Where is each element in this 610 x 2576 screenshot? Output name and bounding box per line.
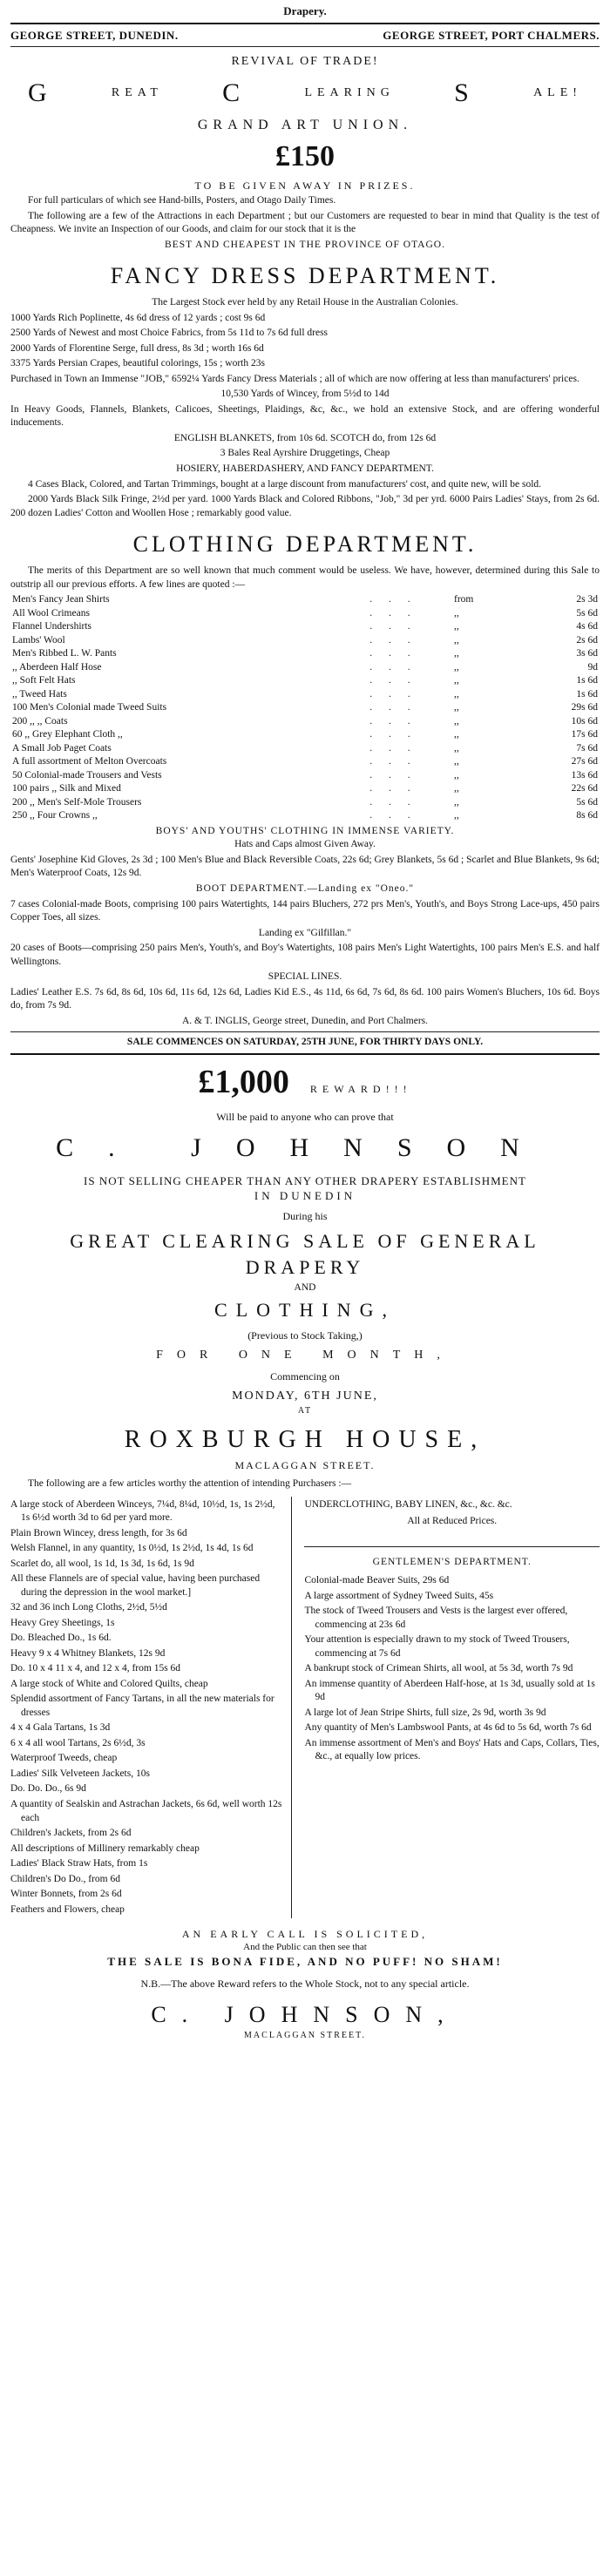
commencing-line: Commencing on <box>270 1369 340 1383</box>
paid-line: Will be paid to anyone who can prove that <box>216 1110 394 1123</box>
left-list-item: Feathers and Flowers, cheap <box>10 1903 125 1915</box>
clothing-item: A Small Job Paget Coats <box>12 742 112 754</box>
clothing-item: Flannel Undershirts <box>12 621 92 632</box>
gentlemens-item: An immense assortment of Men's and Boys' Hats and Caps, Collars, Ties, &c., at equally low prices. <box>304 1737 600 1762</box>
clothing-price: 9d <box>587 661 598 673</box>
left-list-item: Do. Do. Do., 6s 9d <box>10 1783 86 1795</box>
clothing-row <box>10 647 600 661</box>
rule <box>304 1546 600 1547</box>
title-initial-g: G <box>28 78 52 107</box>
clothing-intro: The merits of this Department are so well known that much comment would be useless. We have, however, determined during this Sale to outstrip all our previous efforts. A few lines are quoted :— <box>10 565 600 590</box>
fancy-line: 2500 Yards of Newest and most Choice Fabrics, from 5s 11d to 7s 6d full dress <box>10 328 329 339</box>
left-list-item: Winter Bonnets, from 2s 6d <box>10 1889 122 1900</box>
clothing-item: Men's Fancy Jean Shirts <box>12 594 110 605</box>
clothing-row <box>10 688 600 702</box>
leader-dots: . . . <box>369 783 417 794</box>
left-column <box>10 1497 292 1918</box>
two-column-list <box>10 1497 600 1918</box>
gentlemens-item: Colonial-made Beaver Suits, 29s 6d <box>304 1575 450 1586</box>
clothing-price: 17s 6d <box>571 729 598 740</box>
left-list-item: A large stock of Aberdeen Winceys, 7¼d, 8¼d, 10½d, 1s, 1s 2½d, 1s 6½d worth 3d to 6d per yard more. <box>10 1498 275 1524</box>
fancy-line: Purchased in Town an Immense "JOB," 6592¼ Yards Fancy Dress Materials ; all of which are now offering at less than manufacturers' prices. <box>10 373 580 384</box>
leader-dots: . . . <box>369 648 417 659</box>
clothing-row <box>10 620 600 634</box>
left-list-item: All these Flannels are of special value, having been purchased during the depression in the wool market.] <box>10 1573 261 1598</box>
clothing-from: ,, <box>454 661 459 673</box>
fancy-line: 10,530 Yards of Wincey, from 5½d to 14d <box>220 389 390 400</box>
clothing-item: ,, Tweed Hats <box>12 688 67 700</box>
gentlemens-item: A large assortment of Sydney Tweed Suits, 45s <box>304 1590 494 1601</box>
gentlemens-items <box>304 1574 600 1764</box>
fancy-line: 3 Bales Real Ayrshire Druggetings, Cheap <box>220 448 390 459</box>
great-clearing-sale-title <box>28 76 582 112</box>
clothing-from: ,, <box>454 796 459 808</box>
early-call-line: AN EARLY CALL IS SOLICITED, <box>181 1928 429 1941</box>
signature-street: MACLAGGAN STREET. <box>244 2030 366 2040</box>
top-rule <box>10 23 600 24</box>
clothing-row <box>10 782 600 796</box>
clothing-item: All Wool Crimeans <box>12 607 90 619</box>
johnson-signature: C. JOHNSON, <box>151 2001 459 2027</box>
left-list-item: Children's Do Do., from 6d <box>10 1873 121 1884</box>
left-list-item: Children's Jackets, from 2s 6d <box>10 1828 132 1839</box>
street-right: GEORGE STREET, PORT CHALMERS. <box>383 28 600 42</box>
hosiery-heading: HOSIERY, HABERDASHERY, AND FANCY DEPARTMENT. <box>176 463 434 474</box>
reward-word: REWARD!!! <box>309 1082 412 1095</box>
leader-dots: . . . <box>369 796 417 808</box>
attractions-paragraph: The following are a few of the Attractions in each Department ; but our Customers are requested to bear in mind that Quality is the test of Cheapness. We invite an Inspection of our Goods, and claim for our stock that it is the <box>10 210 600 235</box>
clothing-heading: CLOTHING DEPARTMENT. <box>132 531 478 558</box>
clothing-row <box>10 809 600 823</box>
roxburgh-house: ROXBURGH HOUSE, <box>124 1426 486 1454</box>
clothing-row <box>10 769 600 783</box>
reduced-prices-line: All at Reduced Prices. <box>407 1516 498 1527</box>
clothing-from: from <box>454 594 474 605</box>
street-left: GEORGE STREET, DUNEDIN. <box>10 28 179 42</box>
clothing-item: 50 Colonial-made Trousers and Vests <box>12 769 162 781</box>
clothing-from: ,, <box>454 729 459 740</box>
leader-dots: . . . <box>369 594 417 605</box>
fancy-line: 4 Cases Black, Colored, and Tartan Trimmings, bought at a large discount from manufacturers' cost, and quite new, will be sold. <box>28 478 542 490</box>
underclothing-line: UNDERCLOTHING, BABY LINEN, &c., &c. &c. <box>304 1498 512 1510</box>
fancy-line: ENGLISH BLANKETS, from 10s 6d. SCOTCH do, from 12s 6d <box>173 432 437 443</box>
not-cheaper-line: IS NOT SELLING CHEAPER THAN ANY OTHER DRAPERY ESTABLISHMENT <box>84 1173 526 1187</box>
title-word-reat: REAT <box>111 85 163 99</box>
title-initial-c: C <box>222 78 246 107</box>
clothing-row <box>10 755 600 769</box>
leader-dots: . . . <box>369 702 417 713</box>
and-line: AND <box>294 1282 316 1294</box>
clothing-item: 200 ,, ,, Coats <box>12 715 68 727</box>
title-word-learing: LEARING <box>304 85 395 99</box>
clothing-item: Men's Ribbed L. W. Pants <box>12 648 117 659</box>
clothing-price: 3s 6d <box>576 648 598 659</box>
clothing-from: ,, <box>454 715 459 727</box>
clothing-from: ,, <box>454 742 459 754</box>
left-list-item: A quantity of Sealskin and Astrachan Jackets, 6s 6d, well worth 12s each <box>10 1798 282 1823</box>
clothing-item: ,, Soft Felt Hats <box>12 675 76 686</box>
clothing-item: 250 ,, Four Crowns ,, <box>12 810 98 821</box>
boot-paragraph-1: 7 cases Colonial-made Boots, comprising 100 pairs Watertights, 144 pairs Bluchers, 272 prs Men's, Youth's, and Boys Strong Lace-ups, 450 pairs Copper Toes, all sizes. <box>10 898 600 923</box>
clothing-item: A full assortment of Melton Overcoats <box>12 756 167 767</box>
bona-fide-line: THE SALE IS BONA FIDE, AND NO PUFF! NO SHAM! <box>107 1955 503 1969</box>
fancy-line: 2000 Yards Black Silk Fringe, 2½d per yard. 1000 Yards Black and Colored Ribbons, "Job," 3d per yrd. 6000 Pairs Ladies' Stays, from 2s 6d. 200 dozen Ladies' Cotton and Woollen Hose ; remarkably good value. <box>10 494 600 518</box>
boot-dept-heading: BOOT DEPARTMENT.—Landing ex "Oneo." <box>195 883 415 894</box>
left-list-item: Scarlet do, all wool, 1s 1d, 1s 3d, 1s 6d, 1s 9d <box>10 1558 194 1569</box>
clothing-item: 100 Men's Colonial made Tweed Suits <box>12 702 167 713</box>
clothing-from: ,, <box>454 621 459 632</box>
clothing-row <box>10 674 600 688</box>
clothing-row <box>10 634 600 648</box>
gentlemens-item: The stock of Tweed Trousers and Vests is the largest ever offered, commencing at 23s 6d <box>304 1606 568 1630</box>
clothing-from: ,, <box>454 607 459 619</box>
clothing-price: 2s 3d <box>576 594 598 605</box>
fancy-dress-heading: FANCY DRESS DEPARTMENT. <box>110 263 500 289</box>
street-header <box>10 28 600 44</box>
clothing-row <box>10 661 600 675</box>
leader-dots: . . . <box>369 756 417 767</box>
special-lines-heading: SPECIAL LINES. <box>268 971 342 983</box>
hats-caps-line: Hats and Caps almost Given Away. <box>234 839 376 850</box>
c-johnson-name: C. JOHNSON <box>56 1133 554 1163</box>
clothing-price: 27s 6d <box>571 756 598 767</box>
revival-heading: REVIVAL OF TRADE! <box>231 55 379 69</box>
leader-dots: . . . <box>369 715 417 727</box>
left-list-item: Heavy Grey Sheetings, 1s <box>10 1617 115 1628</box>
title-initial-s: S <box>454 78 474 107</box>
grand-art-union: GRAND ART UNION. <box>197 118 413 133</box>
rule <box>10 1031 600 1032</box>
clothing-price: 1s 6d <box>576 675 598 686</box>
given-away-line: TO BE GIVEN AWAY IN PRIZES. <box>194 179 416 192</box>
leader-dots: . . . <box>369 621 417 632</box>
fancy-line: The Largest Stock ever held by any Retail House in the Australian Colonies. <box>152 297 458 308</box>
clothing-row <box>10 701 600 715</box>
clothing-row <box>10 593 600 607</box>
particulars-paragraph: For full particulars of which see Hand-bills, Posters, and Otago Daily Times. <box>28 195 336 206</box>
gentlemens-item: An immense quantity of Aberdeen Half-hose, at 1s 3d, usually sold at 1s 9d <box>304 1678 595 1703</box>
nb-line: N.B.—The above Reward refers to the Whole Stock, not to any special article. <box>140 1977 470 1990</box>
public-see-line: And the Public can then see that <box>243 1942 367 1953</box>
fancy-line: 2000 Yards of Florentine Serge, full dress, 8s 3d ; worth 16s 6d <box>10 342 264 354</box>
reward-amount: £1,000 <box>198 1063 289 1100</box>
gentlemens-item: A bankrupt stock of Crimean Shirts, all wool, at 5s 3d, worth 7s 9d <box>304 1663 573 1674</box>
leader-dots: . . . <box>369 742 417 754</box>
clothing-from: ,, <box>454 688 459 700</box>
fancy-line: In Heavy Goods, Flannels, Blankets, Calicoes, Sheetings, Plaidings, &c, &c., we hold an extensive Stock, and are offering wonderful inducements. <box>10 403 600 429</box>
clothing-item: 100 pairs ,, Silk and Mixed <box>12 783 121 794</box>
clothing-item: Lambs' Wool <box>12 634 65 646</box>
left-list-item: All descriptions of Millinery remarkably cheap <box>10 1842 200 1854</box>
gloves-paragraph: Gents' Josephine Kid Gloves, 2s 3d ; 100 Men's Blue and Black Reversible Coats, 22s 6d; Grey Blankets, 5s 6d ; Scarlet and Blue Blankets, 9s 6d; Men's Waterproof Coats, 12s 9d. <box>10 854 600 879</box>
gentlemens-item: A large lot of Jean Stripe Shirts, full size, 2s 9d, worth 3s 9d <box>304 1707 546 1718</box>
gilfillan-line: Landing ex "Gilfillan." <box>258 927 352 938</box>
left-list-item: Do. Bleached Do., 1s 6d. <box>10 1633 112 1644</box>
sale-commences-line: SALE COMMENCES ON SATURDAY, 25TH JUNE, FOR THIRTY DAYS ONLY. <box>126 1037 484 1048</box>
left-list-item: Waterproof Tweeds, cheap <box>10 1753 118 1764</box>
clothing-from: ,, <box>454 769 459 781</box>
clothing-row <box>10 796 600 810</box>
left-list-item: Ladies' Black Straw Hats, from 1s <box>10 1858 148 1869</box>
boot-paragraph-2: 20 cases of Boots—comprising 250 pairs Men's, Youth's, and Boy's Watertights, 108 pairs Men's Light Watertights, 100 pairs Men's E.S. and half Wellingtons. <box>10 943 600 967</box>
clothing-price: 4s 6d <box>576 621 598 632</box>
clothing-from: ,, <box>454 702 459 713</box>
clothing-item: ,, Aberdeen Half Hose <box>12 661 102 673</box>
leader-dots: . . . <box>369 729 417 740</box>
leader-dots: . . . <box>369 810 417 821</box>
at-line: AT <box>297 1405 313 1416</box>
in-dunedin-line: IN DUNEDIN <box>254 1189 356 1203</box>
gentlemens-item: Any quantity of Men's Lambswool Pants, at 4s 6d to 5s 6d, worth 7s 6d <box>304 1722 592 1734</box>
clothing-price: 13s 6d <box>571 769 598 781</box>
clothing-from: ,, <box>454 675 459 686</box>
boys-clothing-heading: BOYS' AND YOUTHS' CLOTHING IN IMMENSE VARIETY. <box>155 825 455 836</box>
for-one-month: FOR ONE MONTH, <box>156 1348 454 1362</box>
clothing-word: CLOTHING, <box>214 1298 396 1321</box>
left-list-item: Welsh Flannel, in any quantity, 1s 0½d, 1s 2½d, 1s 4d, 1s 6d <box>10 1543 254 1554</box>
left-list-item: A large stock of White and Colored Quilts, cheap <box>10 1678 208 1689</box>
clothing-price: 22s 6d <box>571 783 598 794</box>
during-line: During his <box>282 1209 328 1222</box>
right-column <box>304 1497 600 1918</box>
left-list-item: Splendid assortment of Fancy Tartans, in all the new materials for dresses <box>10 1694 274 1718</box>
clothing-from: ,, <box>454 783 459 794</box>
clothing-price: 8s 6d <box>576 810 598 821</box>
clothing-from: ,, <box>454 810 459 821</box>
fancy-dress-list <box>10 296 600 520</box>
gcsgd-heading: GREAT CLEARING SALE OF GENERAL DRAPERY <box>70 1229 540 1278</box>
inglis-signature: A. & T. INGLIS, George street, Dunedin, and Port Chalmers. <box>181 1015 429 1026</box>
left-list-item: 4 x 4 Gala Tartans, 1s 3d <box>10 1722 111 1734</box>
previous-line: (Previous to Stock Taking,) <box>247 1329 363 1342</box>
clothing-from: ,, <box>454 648 459 659</box>
leader-dots: . . . <box>369 769 417 781</box>
clothing-from: ,, <box>454 634 459 646</box>
monday-line: MONDAY, 6TH JUNE, <box>232 1389 378 1403</box>
gentlemens-item: Your attention is especially drawn to my stock of Tweed Trousers, commencing at 7s 6d <box>304 1634 570 1659</box>
clothing-item: 200 ,, Men's Self-Mole Trousers <box>12 796 142 808</box>
reward-heading <box>10 1060 600 1105</box>
clothing-price: 5s 6d <box>576 607 598 619</box>
clothing-price: 29s 6d <box>571 702 598 713</box>
left-list-item: Do. 10 x 4 11 x 4, and 12 x 4, from 15s 6d <box>10 1663 181 1674</box>
leader-dots: . . . <box>369 675 417 686</box>
clothing-row <box>10 728 600 742</box>
left-list-item: 32 and 36 inch Long Cloths, 2½d, 5½d <box>10 1602 167 1613</box>
prize-amount: £150 <box>275 140 335 173</box>
following-line: The following are a few articles worthy the attention of intending Purchasers :— <box>28 1478 352 1490</box>
leader-dots: . . . <box>369 607 417 619</box>
leader-dots: . . . <box>369 688 417 700</box>
best-cheapest-line: BEST AND CHEAPEST IN THE PROVINCE OF OTAGO. <box>165 239 445 250</box>
gentlemens-dept-heading: GENTLEMEN'S DEPARTMENT. <box>372 1556 532 1567</box>
clothing-from: ,, <box>454 756 459 767</box>
leader-dots: . . . <box>369 661 417 673</box>
clothing-item: 60 ,, Grey Elephant Cloth ,, <box>12 729 123 740</box>
fancy-line: 3375 Yards Persian Crapes, beautiful colorings, 15s ; worth 23s <box>10 358 265 369</box>
left-list-item: Heavy 9 x 4 Whitney Blankets, 12s 9d <box>10 1647 166 1659</box>
clothing-row <box>10 742 600 756</box>
clothing-price: 2s 6d <box>576 634 598 646</box>
clothing-price: 7s 6d <box>576 742 598 754</box>
leader-dots: . . . <box>369 634 417 646</box>
section-heading: Drapery. <box>283 4 327 17</box>
clothing-price: 10s 6d <box>571 715 598 727</box>
maclaggan-street: MACLAGGAN STREET. <box>234 1458 376 1471</box>
title-word-ale: ALE! <box>533 85 582 99</box>
left-list-item: Plain Brown Wincey, dress length, for 3s 6d <box>10 1527 187 1538</box>
boot-paragraph-3: Ladies' Leather E.S. 7s 6d, 8s 6d, 10s 6d, 11s 6d, 12s 6d, Ladies Kid E.S., 4s 11d, 6s 6d, 7s 6d, 8s 6d. 100 pairs Women's Bluchers, 10s 6d. Boys do, from 7s 9d. <box>10 986 600 1011</box>
clothing-row <box>10 715 600 729</box>
section-rule <box>10 1053 600 1055</box>
left-list-item: Ladies' Silk Velveteen Jackets, 10s <box>10 1768 150 1779</box>
fancy-line: 1000 Yards Rich Poplinette, 4s 6d dress of 12 yards ; cost 9s 6d <box>10 312 266 323</box>
clothing-price: 1s 6d <box>576 688 598 700</box>
clothing-row <box>10 607 600 621</box>
street-rule <box>10 46 600 47</box>
left-list-item: 6 x 4 all wool Tartans, 2s 6½d, 3s <box>10 1737 146 1748</box>
clothing-price: 5s 6d <box>576 796 598 808</box>
clothing-price-table <box>10 593 600 823</box>
